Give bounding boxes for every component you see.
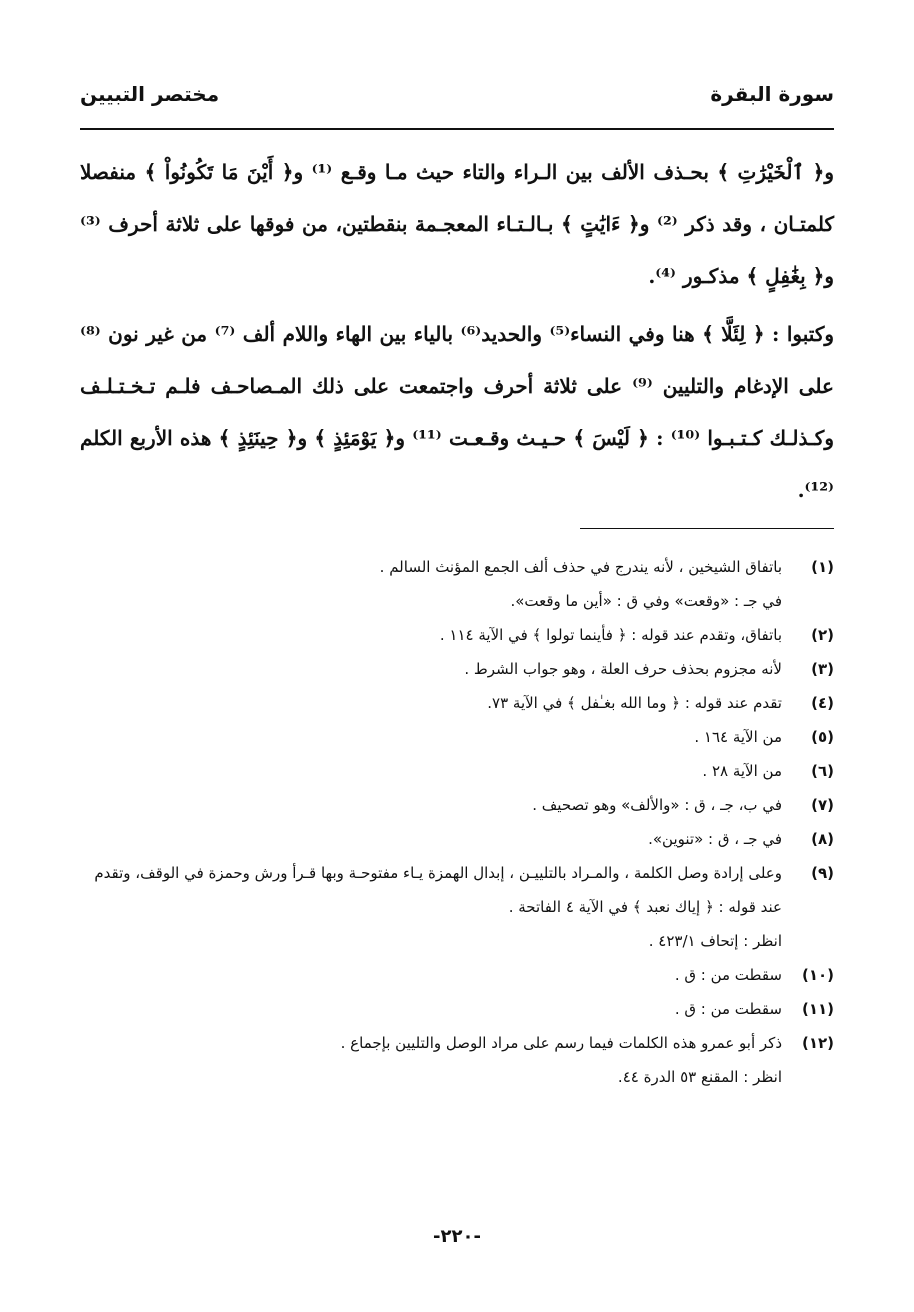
footnote-number: (٤): [811, 694, 834, 712]
footnote-number: (١١): [801, 1000, 834, 1018]
footnote-continuation: في جـ : «وقعت» وفي ق : «أين ما وقعت».: [510, 592, 782, 610]
footnote-text: باتفاق، وتقدم عند قوله : ﴿ فأينما تولوا ﴾ في الآية ١١٤ .: [439, 626, 782, 644]
footnote-number: (٥): [811, 728, 834, 746]
footnote-number: (١٠): [801, 966, 834, 984]
footnote-text: وعلى إرادة وصل الكلمة ، والمـراد بالتلييـن ، إبدال الهمزة يـاء مفتوحـة وبها قـرأ ورش وحمزة في الوقف، وتقدم عند قوله : ﴿ إياك نعبد ﴾ في الآية ٤ الفاتحة .: [94, 864, 782, 916]
footnote-number: (٩): [811, 864, 834, 882]
footnote-text: سقطت من : ق .: [674, 1000, 782, 1018]
footnote-5: [80, 720, 834, 754]
footnote-2: [80, 618, 834, 652]
footnote-number: (٨): [811, 830, 834, 848]
footnote-text: من الآية ١٦٤ .: [694, 728, 782, 746]
footnote-1: [80, 550, 834, 584]
footnotes: [80, 550, 834, 1094]
footnote-number: (٣): [811, 660, 834, 678]
footnote-12: [80, 1026, 834, 1060]
footnote-11: [80, 992, 834, 1026]
footnote-9: [80, 856, 834, 924]
footnote-text: في جـ ، ق : «تنوين».: [648, 830, 782, 848]
page-number: -٢٢٠-: [433, 1226, 481, 1247]
paragraph-2: وكتبوا : ﴿ لِئَلَّا ﴾ هنا وفي النساء⁽⁵⁾ والحديد⁽⁶⁾ بالياء بين الهاء واللام ألف ⁽⁷⁾ من غير نون ⁽⁸⁾ على الإدغام والتليين ⁽⁹⁾ على ثلاثة أحرف واجتمعت على ذلك المـصاحـف فلـم تـخـتـلـف وكـذلـك كـتـبـوا ⁽¹⁰⁾ : ﴿ لَيْسَ ﴾ حـيـث وقـعـت ⁽¹¹⁾ و﴿ يَوْمَئِذٍ ﴾ و﴿ حِينَئِذٍ ﴾ هذه الأربع الكلم ⁽¹²⁾.: [80, 322, 834, 502]
footnote-number: (١): [811, 558, 834, 576]
footnote-10: [80, 958, 834, 992]
running-header: [80, 82, 834, 106]
surah-title: سورة البقرة: [710, 82, 834, 106]
footnote-continuation: انظر : إتحاف ٤٢٣/١ .: [648, 932, 782, 950]
footnote-number: (٦): [811, 762, 834, 780]
footnote-text: سقطت من : ق .: [674, 966, 782, 984]
footnote-text: ذكر أبو عمرو هذه الكلمات فيما رسم على مراد الوصل والتليين بإجماع .: [340, 1034, 782, 1052]
footnote-continuation: انظر : المقنع ٥٣ الدرة ٤٤.: [617, 1068, 782, 1086]
footnote-text: لأنه مجزوم بحذف حرف العلة ، وهو جواب الشرط .: [464, 660, 782, 678]
footnote-text: باتفاق الشيخين ، لأنه يندرج في حذف ألف الجمع المؤنث السالم .: [379, 558, 782, 576]
footnote-number: (٢): [811, 626, 834, 644]
footnote-rule: [580, 528, 834, 529]
footnote-text: من الآية ٢٨ .: [702, 762, 782, 780]
footnote-8: [80, 822, 834, 856]
footnote-4: [80, 686, 834, 720]
footnote-text: في ب، جـ ، ق : «والألف» وهو تصحيف .: [532, 796, 782, 814]
header-rule: [80, 128, 834, 130]
footnote-number: (٧): [811, 796, 834, 814]
main-text: [80, 146, 834, 516]
footnote-3: [80, 652, 834, 686]
footnote-6: [80, 754, 834, 788]
book-title: مختصر التبيين: [80, 82, 220, 106]
paragraph-1: و﴿ ٱلْخَيْرَٰتِ ﴾ بحـذف الألف بين الـراء والتاء حيث مـا وقـع ⁽¹⁾ و﴿ أَيْنَ مَا تَكُونُواْ ﴾ منفصلا كلمتـان ، وقد ذكر ⁽²⁾ و﴿ ءَايَٰتٍ ﴾ بـالـتـاء المعجـمة بنقطتين، من فوقها على ثلاثة أحرف ⁽³⁾ و﴿ بِغَٰفِلٍ ﴾ مذكـور ⁽⁴⁾.: [80, 160, 834, 288]
footnote-number: (١٢): [801, 1034, 834, 1052]
footnote-text: تقدم عند قوله : ﴿ وما الله بغـٰفل ﴾ في الآية ٧٣.: [487, 694, 782, 712]
footnote-7: [80, 788, 834, 822]
